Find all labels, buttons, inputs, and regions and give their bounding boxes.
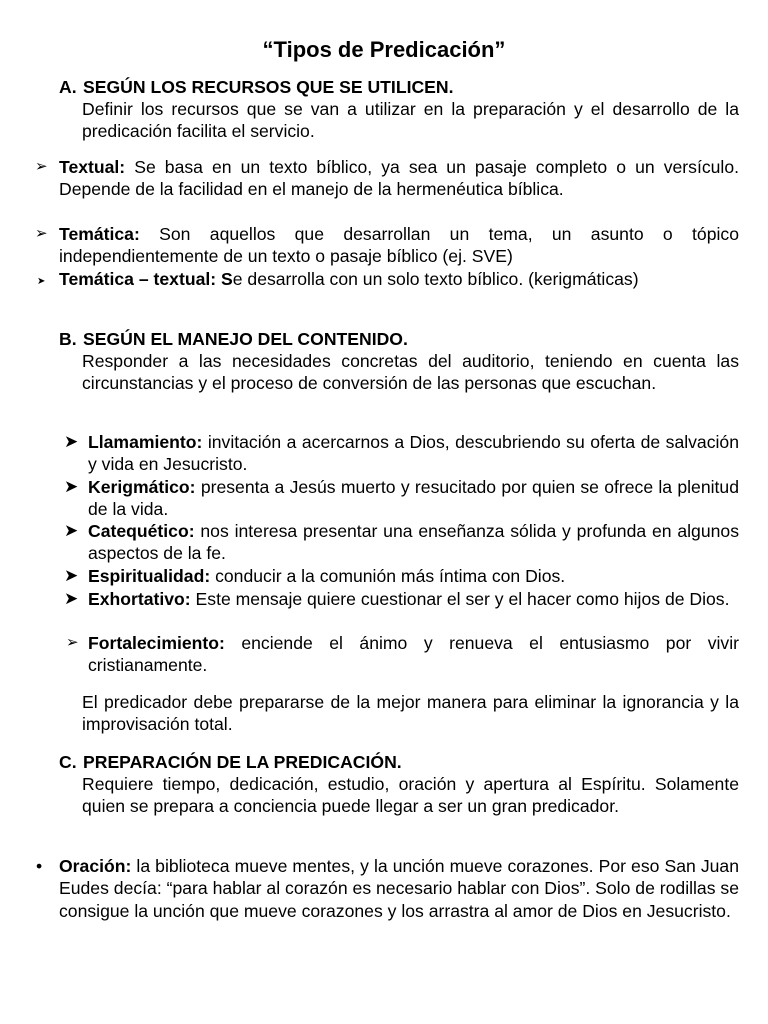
arrow-bullet-icon: ➤ (37, 276, 46, 287)
list-item (37, 268, 739, 290)
section-letter: A. (59, 77, 77, 97)
item-text: enciende el ánimo y renueva el entusiasmo por vivir cristianamente. (88, 633, 739, 676)
document-title: “Tipos de Predicación” (262, 37, 506, 62)
arrow-bullet-icon: ➤ (64, 432, 79, 451)
item-term: Temática – textual: S (59, 269, 233, 289)
list-item (64, 476, 739, 521)
section-b-heading (59, 328, 408, 350)
item-text: nos interesa presentar una enseñanza sólida y profunda en algunos aspectos de la fe. (88, 521, 739, 564)
arrow-bullet-icon: ➤ (64, 566, 79, 585)
arrow-bullet-icon: ➢ (35, 158, 48, 175)
list-item (64, 588, 739, 610)
list-item (64, 520, 739, 565)
item-text: Este mensaje quiere cuestionar el ser y el hacer como hijos de Dios. (190, 589, 730, 609)
item-text: invitación a acercarnos a Dios, descubriendo su oferta de salvación y vida en Jesucristo. (88, 432, 739, 475)
item-term: Kerigmático: (88, 477, 196, 497)
section-b-closing: El predicador debe prepararse de la mejor manera para eliminar la ignorancia y la improvisación total. (82, 692, 739, 735)
section-a-intro: Definir los recursos que se van a utilizar en la preparación y el desarrollo de la predicación facilita el servicio. (82, 99, 739, 142)
section-c-intro: Requiere tiempo, dedicación, estudio, oración y apertura al Espíritu. Solamente quien se prepara a conciencia puede llegar a ser un gran predicador. (82, 774, 739, 817)
section-title: SEGÚN EL MANEJO DEL CONTENIDO. (83, 329, 408, 349)
item-text: conducir a la comunión más íntima con Dios. (210, 566, 566, 586)
section-a-heading (59, 76, 454, 98)
item-term: Oración: (59, 856, 132, 876)
arrow-bullet-icon: ➤ (64, 477, 79, 496)
section-b-intro: Responder a las necesidades concretas del auditorio, teniendo en cuenta las circunstancias y el proceso de conversión de las personas que escuchan. (82, 351, 739, 394)
arrow-bullet-icon: ➤ (64, 521, 79, 540)
arrow-bullet-icon: ➢ (66, 634, 79, 651)
section-c-heading (59, 751, 402, 773)
list-item (35, 223, 739, 268)
item-term: Textual: (59, 157, 126, 177)
item-term: Espiritualidad: (88, 566, 211, 586)
dot-bullet-icon: • (36, 856, 43, 876)
item-term: Catequético: (88, 521, 195, 541)
item-term: Fortalecimiento: (88, 633, 225, 653)
section-title: SEGÚN LOS RECURSOS QUE SE UTILICEN. (83, 77, 454, 97)
list-item (66, 632, 739, 677)
section-letter: B. (59, 329, 77, 349)
arrow-bullet-icon: ➢ (35, 225, 48, 242)
item-text: presenta a Jesús muerto y resucitado por quien se ofrece la plenitud de la vida. (88, 477, 739, 520)
item-text: e desarrolla con un solo texto bíblico. (kerigmáticas) (232, 269, 639, 289)
list-item (64, 431, 739, 476)
item-text: Son aquellos que desarrollan un tema, un asunto o tópico independientemente de un texto o pasaje bíblico (ej. SVE) (59, 224, 739, 267)
list-item (64, 565, 739, 587)
item-term: Exhortativo: (88, 589, 191, 609)
list-item (35, 156, 739, 201)
item-text: la biblioteca mueve mentes, y la unción mueve corazones. Por eso San Juan Eudes decía: “para hablar al corazón es necesario hablar con Dios”. Solo de rodillas se consigue la unción que mueve corazones y los arrastra al amor de Dios en Jesucristo. (59, 856, 739, 921)
item-term: Temática: (59, 224, 140, 244)
list-item (36, 855, 739, 922)
arrow-bullet-icon: ➤ (64, 589, 79, 608)
section-letter: C. (59, 752, 77, 772)
item-term: Llamamiento: (88, 432, 203, 452)
item-text: Se basa en un texto bíblico, ya sea un pasaje completo o un versículo. Depende de la facilidad en el manejo de la hermenéutica bíblica. (59, 157, 739, 200)
section-title: PREPARACIÓN DE LA PREDICACIÓN. (83, 752, 402, 772)
